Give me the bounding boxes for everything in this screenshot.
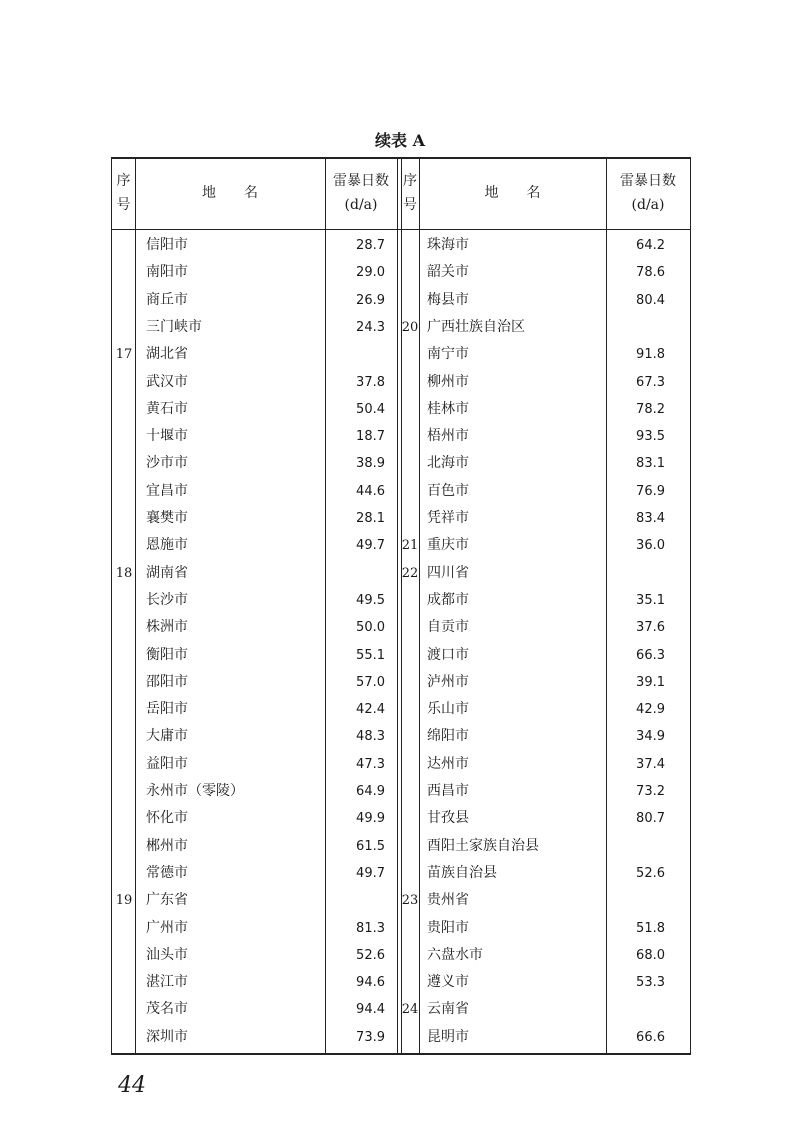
row-value: 29.0: [356, 265, 385, 281]
table-row: [112, 887, 690, 914]
header-rule: [112, 229, 690, 230]
row-value: 37.8: [356, 374, 385, 390]
row-name: 武汉市: [146, 373, 188, 390]
row-value: 80.7: [636, 811, 665, 827]
row-seq: 19: [115, 893, 133, 909]
table-row: [112, 232, 690, 259]
row-value: 39.1: [636, 674, 665, 690]
row-name: 广东省: [146, 892, 188, 909]
row-value: 78.2: [636, 401, 665, 417]
table-row: [112, 532, 690, 559]
table-row: [112, 560, 690, 587]
row-name: 韶关市: [427, 264, 469, 281]
row-name: 绵阳市: [427, 728, 469, 745]
page-number: 44: [118, 1073, 146, 1098]
table-row: [112, 751, 690, 778]
table-row: [112, 915, 690, 942]
table-row: [112, 860, 690, 887]
row-value: 52.6: [356, 947, 385, 963]
row-name: 柳州市: [427, 373, 469, 390]
row-name: 永州市（零陵）: [146, 783, 244, 799]
row-value: 42.4: [356, 702, 385, 718]
header-name-right: 地 名: [484, 185, 541, 201]
row-value: 50.4: [356, 401, 385, 417]
row-name: 湖北省: [146, 346, 188, 363]
row-value: 57.0: [356, 674, 385, 690]
row-value: 36.0: [636, 538, 665, 554]
row-value: 52.6: [636, 865, 665, 881]
table-row: [112, 642, 690, 669]
row-name: 达州市: [427, 755, 469, 772]
row-value: 37.4: [636, 756, 665, 772]
row-value: 47.3: [356, 756, 385, 772]
row-name: 凭祥市: [427, 510, 469, 526]
row-seq: 20: [401, 319, 419, 335]
row-value: 76.9: [636, 483, 665, 499]
row-name: 百色市: [427, 482, 469, 499]
row-name: 泸州市: [427, 673, 469, 690]
header-seq-right: 序 号: [403, 173, 417, 213]
table-title: 续表 A: [375, 131, 425, 150]
row-seq: 22: [401, 565, 419, 581]
row-value: 61.5: [356, 838, 385, 854]
header-seq-left: 序 号: [116, 173, 131, 213]
row-seq: 18: [115, 565, 133, 581]
table-row: [112, 969, 690, 996]
row-name: 衡阳市: [146, 646, 188, 663]
row-name: 西昌市: [427, 783, 469, 799]
row-name: 广西壮族自治区: [427, 318, 525, 335]
row-value: 49.9: [356, 811, 385, 827]
table-row: [112, 1024, 690, 1051]
table-row: [112, 423, 690, 450]
row-seq: 24: [401, 1002, 419, 1018]
table-row: [112, 259, 690, 286]
row-value: 24.3: [356, 319, 385, 335]
table-row: [112, 396, 690, 423]
row-value: 28.7: [356, 238, 385, 253]
row-value: 64.9: [356, 784, 385, 799]
row-name: 常德市: [146, 864, 188, 881]
table-row: [112, 287, 690, 314]
data-table: [111, 157, 691, 1055]
row-name: 湖南省: [146, 564, 188, 581]
row-name: 茂名市: [146, 1001, 188, 1018]
row-name: 十堰市: [146, 428, 188, 445]
row-value: 83.4: [636, 511, 665, 526]
header-value-right: 雷暴日数 (d/a): [620, 173, 676, 213]
row-name: 遵义市: [427, 974, 469, 991]
row-name: 自贡市: [427, 619, 469, 636]
row-name: 桂林市: [427, 400, 469, 417]
table-row: [112, 833, 690, 860]
row-name: 怀化市: [146, 810, 188, 827]
row-value: 66.3: [636, 647, 665, 663]
row-name: 深圳市: [146, 1028, 188, 1045]
row-seq: 23: [401, 893, 419, 909]
table-row: [112, 996, 690, 1023]
row-name: 襄樊市: [146, 510, 188, 526]
row-name: 乐山市: [427, 701, 469, 718]
row-value: 26.9: [356, 292, 385, 308]
row-name: 云南省: [427, 1001, 469, 1018]
row-seq: 17: [115, 347, 133, 363]
row-name: 梧州市: [427, 428, 469, 445]
row-name: 恩施市: [146, 537, 188, 554]
row-name: 甘孜县: [427, 810, 469, 827]
row-value: 51.8: [636, 920, 665, 936]
row-name: 贵州省: [427, 892, 469, 909]
row-value: 50.0: [356, 620, 385, 636]
row-value: 44.6: [356, 483, 385, 499]
header-name-left: 地 名: [202, 185, 258, 201]
row-value: 37.6: [636, 620, 665, 636]
table-row: [112, 696, 690, 723]
row-name: 重庆市: [427, 537, 469, 554]
row-value: 55.1: [356, 647, 385, 663]
row-seq: 21: [401, 538, 419, 554]
row-name: 宜昌市: [146, 482, 188, 499]
table-row: [112, 805, 690, 832]
table-row: [112, 778, 690, 805]
row-name: 珠海市: [427, 237, 469, 253]
row-value: 48.3: [356, 729, 385, 745]
row-value: 49.5: [356, 592, 385, 608]
row-name: 昆明市: [427, 1028, 469, 1045]
table-row: [112, 314, 690, 341]
row-value: 94.4: [356, 1002, 385, 1018]
row-name: 长沙市: [146, 591, 188, 608]
row-value: 34.9: [636, 729, 665, 745]
table-row: [112, 587, 690, 614]
row-name: 渡口市: [427, 646, 469, 663]
row-value: 93.5: [636, 429, 665, 445]
table-row: [112, 478, 690, 505]
row-name: 汕头市: [146, 946, 188, 963]
row-value: 53.3: [636, 975, 665, 991]
table-row: [112, 723, 690, 750]
row-value: 66.6: [636, 1029, 665, 1045]
row-name: 湛江市: [146, 974, 188, 991]
table-row: [112, 614, 690, 641]
row-value: 68.0: [636, 947, 665, 963]
row-value: 28.1: [356, 511, 385, 526]
row-value: 80.4: [636, 292, 665, 308]
table-row: [112, 450, 690, 477]
row-value: 35.1: [636, 592, 665, 608]
row-name: 黄石市: [146, 400, 188, 417]
row-name: 南宁市: [427, 346, 469, 363]
row-value: 81.3: [356, 920, 385, 936]
row-name: 酉阳土家族自治县: [427, 837, 539, 854]
row-name: 苗族自治县: [427, 864, 497, 881]
row-name: 三门峡市: [146, 318, 202, 335]
row-value: 91.8: [636, 347, 665, 363]
row-value: 73.2: [636, 784, 665, 799]
row-name: 郴州市: [146, 837, 188, 854]
row-name: 贵阳市: [427, 919, 469, 936]
row-name: 大庸市: [146, 728, 188, 745]
row-value: 18.7: [356, 429, 385, 445]
row-name: 信阳市: [146, 237, 188, 253]
row-value: 49.7: [356, 865, 385, 881]
row-name: 邵阳市: [146, 673, 188, 690]
row-value: 64.2: [636, 238, 665, 253]
row-value: 73.9: [356, 1029, 385, 1045]
row-name: 岳阳市: [146, 701, 188, 718]
table-row: [112, 942, 690, 969]
table-row: [112, 505, 690, 532]
row-value: 38.9: [356, 456, 385, 472]
row-value: 83.1: [636, 456, 665, 472]
table-row: [112, 341, 690, 368]
row-name: 六盘水市: [427, 946, 483, 963]
row-name: 沙市市: [146, 455, 188, 472]
row-name: 株洲市: [146, 619, 188, 636]
row-value: 42.9: [636, 702, 665, 718]
row-name: 商丘市: [146, 291, 188, 308]
table-row: [112, 669, 690, 696]
row-name: 广州市: [146, 919, 188, 936]
row-name: 四川省: [427, 564, 469, 581]
row-value: 94.6: [356, 975, 385, 991]
header-value-left: 雷暴日数 (d/a): [333, 173, 389, 213]
row-name: 南阳市: [146, 264, 188, 281]
row-value: 67.3: [636, 374, 665, 390]
table-row: [112, 369, 690, 396]
row-name: 成都市: [427, 591, 469, 608]
row-value: 49.7: [356, 538, 385, 554]
row-name: 北海市: [427, 455, 469, 472]
row-name: 益阳市: [146, 755, 188, 772]
row-name: 梅县市: [427, 291, 469, 308]
row-value: 78.6: [636, 265, 665, 281]
